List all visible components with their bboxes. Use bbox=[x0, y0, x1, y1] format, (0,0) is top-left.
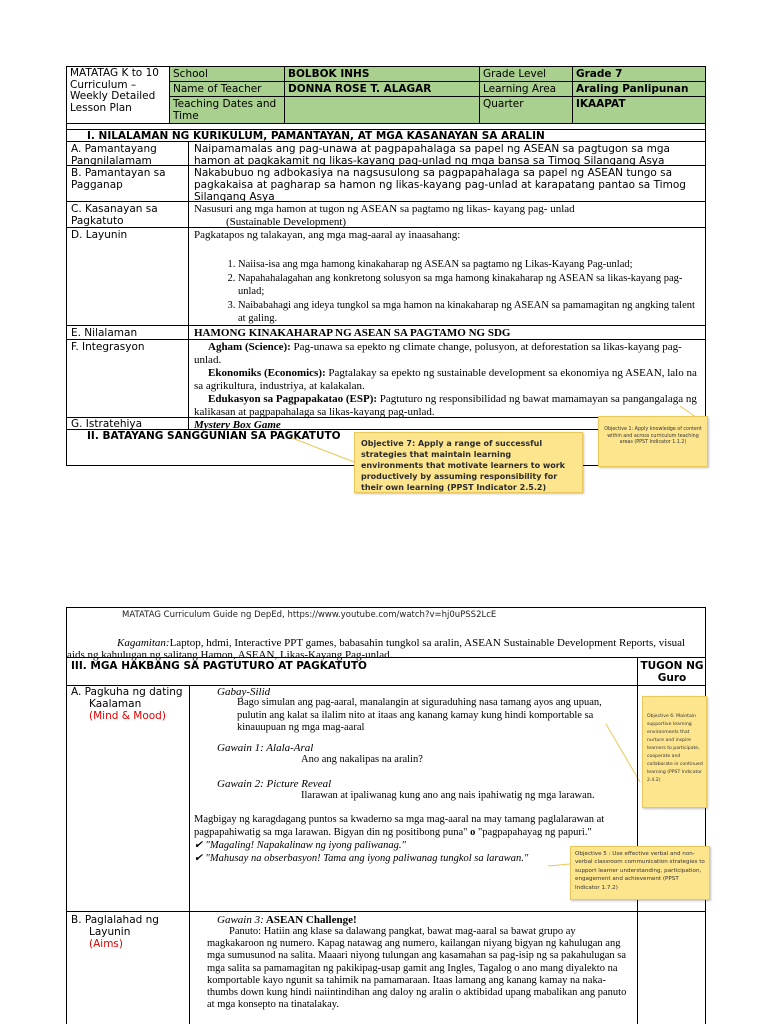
integration-science: Agham (Science): Pag-unawa sa epekto ng climate change, polusyon, at deforestation sa likas-kayang pag-unlad. bbox=[194, 341, 682, 366]
step-b-row bbox=[66, 912, 706, 1024]
quarter-value: IKAAPAT bbox=[573, 97, 706, 124]
section-2-title: II. BATAYANG SANGGUNIAN SA PAGKATUTO bbox=[87, 430, 341, 442]
reference-text: MATATAG Curriculum Guide ng DepEd, https://www.youtube.com/watch?v=hj0uPSS2LcE bbox=[122, 610, 497, 620]
gawain-1-title: Gawain 1: Alala-Aral bbox=[217, 742, 314, 754]
step-b-label: B. Paglalahad ng Layunin (Aims) bbox=[71, 914, 183, 950]
row-d-intro: Pagkatapos ng talakayan, ang mga mag-aaral ay inaasahang: bbox=[194, 229, 461, 241]
comment-objective-7[interactable]: Objective 7: Apply a range of successful strategies that maintain learning environments that motivate learners to work productively by assuming responsibility for their own learning (PPST Indicator 2.5.2) bbox=[354, 432, 583, 493]
section-1-title: I. NILALAMAN NG KURIKULUM, PAMANTAYAN, AT MGA KASANAYAN SA ARALIN bbox=[87, 130, 545, 142]
gabay-title: Gabay-Silid bbox=[217, 686, 271, 698]
tugon-label: TUGON NG Guro bbox=[640, 660, 704, 684]
school-label: School bbox=[170, 67, 285, 82]
gawain-2-text: Ilarawan at ipaliwanag kung ano ang nais ipahiwatig ng mga larawan. bbox=[301, 790, 595, 801]
connector-line bbox=[292, 438, 354, 462]
comment-objective-6[interactable]: Objective 6: Maintain supportive learning environments that nurture and inspire learners to participate, cooperate and collaborate in continued learning (PPST Indicator 2.4.2) bbox=[642, 696, 707, 808]
area-label: Learning Area bbox=[480, 82, 573, 97]
row-c-line-1: Nasusuri ang mga hamon at tugon ng ASEAN sa pagtamo ng likas- kayang pag- unlad bbox=[194, 203, 575, 215]
section-3-title: III. MGA HAKBANG SA PAGTUTURO AT PAGKATUTO bbox=[71, 660, 367, 672]
row-c-label: C. Kasanayan sa Pagkatuto bbox=[67, 202, 189, 227]
gawain-3-title: Gawain 3: ASEAN Challenge! bbox=[217, 914, 357, 926]
row-f-label: F. Integrasyon bbox=[67, 340, 189, 417]
gawain-2-title: Gawain 2: Picture Reveal bbox=[217, 778, 332, 790]
row-a-label: A. Pamantayang Pangnilalamam bbox=[67, 142, 189, 165]
references-block bbox=[66, 607, 706, 661]
row-c-line-2: (Sustainable Development) bbox=[226, 216, 347, 228]
row-g-label: G. Istratehiya bbox=[67, 418, 189, 429]
praise-line-1: ✔ "Magaling! Napakalinaw ng iyong paliwanag." bbox=[194, 840, 406, 851]
gabay-text: Bago simulan ang pag-aaral, manalangin at siguraduhing nasa tamang ayos ang upuan, pulutin ang kalat sa ilalim nito at itaas ang kanang kamay kung hindi komportable sa kinauupuan ng mga mag-aaral bbox=[237, 697, 602, 733]
curriculum-title: MATATAG K to 10 Curriculum – Weekly Detailed Lesson Plan bbox=[67, 67, 170, 124]
integration-esp: Edukasyon sa Pagpapakatao (ESP): Pagtuturo ng responsibilidad ng bawat mamamayan sa pangangalaga ng kalikasan at pagpapahalaga sa likas-kayang pag-unlad. bbox=[194, 393, 697, 418]
step-a-label: A. Pagkuha ng dating Kaalaman (Mind & Mood) bbox=[71, 686, 183, 722]
praise-line-2: ✔ "Mahusay na obserbasyon! Tama ang iyong paliwanag tungkol sa larawan." bbox=[194, 853, 529, 864]
panuto-text: Panuto: Hatiin ang klase sa dalawang pangkat, bawat mag-aaral sa bawat grupo ay magkakaroon ng numero. Kapag natawag ang numero, kailangan niyang bigyan ng kahulugan ang mga sumusunod na salita. Maaari niyong tulungan ang kasamahan sa pag-isip ng sa pakahulugan sa mga salita sa pamamagitan ng pakikipag-usap gamit ang Ingles, Tagalog o ano mang diyalekto na komportable kayo ngunit sa tahimik na pamamaraan. Itaas lamang ang kanang kamay na naka-thumbs down kung hindi naiintindihan ang daloy ng aralin o aktibidad upang mabalikan ang panuto at mga konsepto na tinatalakay. bbox=[207, 926, 627, 1011]
row-b-value: Nakabubuo ng adbokasiya na nagsusulong sa pagpapahalaga sa papel ng ASEAN tungo sa pagkakaisa at pagharap sa hamon ng likas-kayang pag-unlad at karapatang pantao sa Timog Silangang Asya bbox=[194, 167, 686, 203]
teacher-label: Name of Teacher bbox=[170, 82, 285, 97]
integration-economics: Ekonomiks (Economics): Pagtalakay sa epekto ng sustainable development sa ekonomiya ng ASEAN, lalo na sa agrikultura, industriya, at kalakalan. bbox=[194, 367, 697, 392]
school-value: BOLBOK INHS bbox=[285, 67, 480, 82]
gawain-1-text: Ano ang nakalipas na aralin? bbox=[301, 754, 423, 765]
row-b-label: B. Pamantayan sa Pagganap bbox=[67, 166, 189, 201]
step-a-sub: (Mind & Mood) bbox=[89, 710, 166, 722]
comment-objective-5[interactable]: Objective 5 : Use effective verbal and non-verbal classroom communication strategies to support learner understanding, participation, engagement and achievement (PPST Indicator 1.7.2) bbox=[570, 846, 710, 900]
row-e-label: E. Nilalaman bbox=[67, 326, 189, 339]
quarter-label: Quarter bbox=[480, 97, 573, 124]
grade-value: Grade 7 bbox=[573, 67, 706, 82]
row-e-value: HAMONG KINAKAHARAP NG ASEAN SA PAGTAMO NG SDG bbox=[194, 327, 511, 339]
area-value: Araling Panlipunan bbox=[573, 82, 706, 97]
teacher-value: DONNA ROSE T. ALAGAR bbox=[285, 82, 480, 97]
row-a-value: Naipamamalas ang pag-unawa at pagpapahalaga sa papel ng ASEAN sa pagtugon sa mga hamon at pagkakamit ng likas-kayang pag-unlad ng mga bansa sa Timog Silangang Asya bbox=[194, 143, 670, 167]
step-b-sub: (Aims) bbox=[89, 938, 123, 950]
kagamitan-text: Kagamitan:Laptop, hdmi, Interactive PPT games, babasahin tungkol sa aralin, ASEAN Sustainable Development Reports, visual aids ng kahulugan ng salitang Hamon, ASEAN, Likas-Kayang Pag-unlad. bbox=[67, 637, 686, 661]
dates-label: Teaching Dates and Time bbox=[170, 97, 285, 124]
objective-item: 2. Napahahalagahan ang konkretong solusyon sa mga hamong kinakaharap ng ASEAN sa likas-kayang pag-unlad; bbox=[238, 272, 701, 298]
grade-label: Grade Level bbox=[480, 67, 573, 82]
section-3-header bbox=[66, 657, 706, 686]
row-g-value: Mystery Box Game bbox=[194, 419, 281, 431]
comment-objective-1[interactable]: Objective 1: Apply knowledge of content within and across curriculum teaching areas (PPST Indicator 1.1.2) bbox=[598, 416, 708, 467]
objective-item: 1. Naiisa-isa ang mga hamong kinakaharap ng ASEAN sa pagtamo ng Likas-Kayang Pag-unlad; bbox=[238, 258, 701, 271]
points-text: Magbigay ng karagdagang puntos sa kwaderno sa mga mag-aaral na may tamang paglalarawan at pagpapahiwatig sa mga larawan. Bigyan din ng positibong puna" o "pagpapahayag ng papuri." bbox=[194, 814, 605, 838]
row-d-label: D. Layunin bbox=[67, 228, 189, 325]
objective-item: 3. Naibabahagi ang ideya tungkol sa mga hamon na kinakaharap ng ASEAN sa pamamagitan ng angking talent at galing. bbox=[238, 299, 701, 325]
